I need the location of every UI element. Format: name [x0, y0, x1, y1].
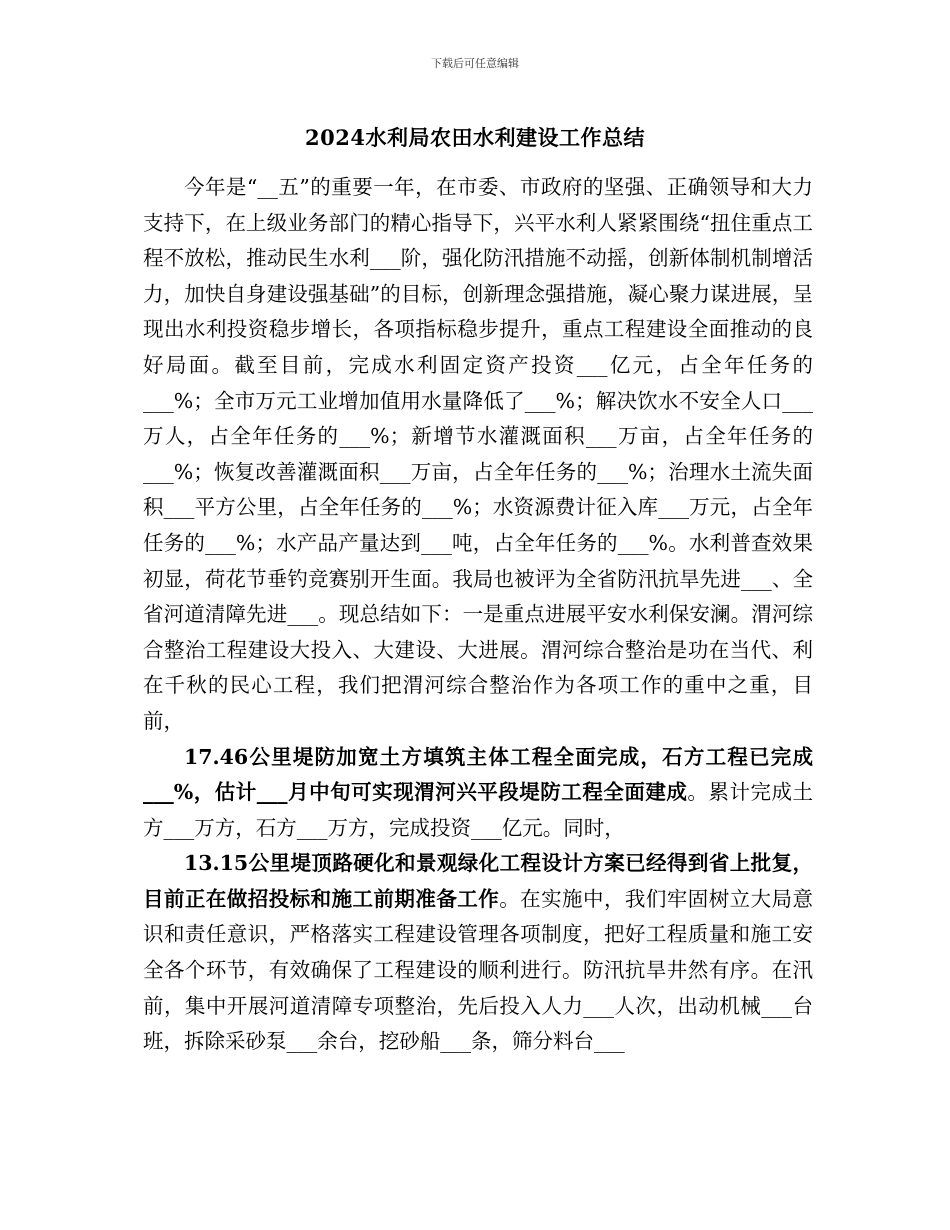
paragraph-embankment	[143, 740, 813, 847]
paragraph-embankment-bold: 17.46公里堤防加宽土方填筑主体工程全面完成，石方工程已完成___%，估计___月中旬可实现渭河兴平段堤防工程全面建成	[143, 744, 813, 805]
paragraph-road-bold: 13.15公里堤顶路硬化和景观绿化工程设计方案已经得到省上批复，目前正在做招投标和施工前期准备工作	[143, 851, 813, 911]
page-title: 2024水利局农田水利建设工作总结	[305, 125, 645, 150]
paragraph-road-text: 。在实施中，我们牢固树立大局意识和责任意识，严格落实工程建设管理各项制度，把好工程质量和施工安全各个环节，有效确保了工程建设的顺利进行。防汛抗旱井然有序。在汛前，集中开展河道清障专项整治，先后投入人力___人次，出动机械___台班，拆除采砂泵___余台，挖砂船___条，筛分料台___	[143, 886, 814, 1054]
paragraph-road	[143, 846, 813, 1060]
paragraph-embankment-text: 。累计完成土方___万方，石方___万方，完成投资___亿元。同时，	[143, 780, 813, 840]
document-body	[143, 170, 813, 1060]
paragraph-intro	[143, 170, 813, 740]
header-note: 下载后可任意编辑	[431, 57, 519, 70]
paragraph-intro-text: 今年是“__五”的重要一年，在市委、市政府的坚强、正确领导和大力支持下，在上级业务部门的精心指导下，兴平水利人紧紧围绕“扭住重点工程不放松，推动民生水利___阶，强化防汛措施不动摇，创新体制机制增活力，加快自身建设强基础”的目标，创新理念强措施，凝心聚力谋进展，呈现出水利投资稳步增长，各项指标稳步提升，重点工程建设全面推动的良好局面。截至目前，完成水利固定资产投资___亿元，占全年任务的___%；全市万元工业增加值用水量降低了___%；解决饮水不安全人口___万人，占全年任务的___%；新增节水灌溉面积___万亩，占全年任务的___%；恢复改善灌溉面积___万亩，占全年任务的___%；治理水土流失面积___平方公里，占全年任务的___%；水资源费计征入库___万元，占全年任务的___%；水产品产量达到___吨，占全年任务的___%。水利普查效果初显，荷花节垂钓竞赛别开生面。我局也被评为全省防汛抗旱先进___、全省河道清障先进___。现总结如下：一是重点进展平安水利保安澜。渭河综合整治工程建设大投入、大建设、大进展。渭河综合整治是功在当代、利在千秋的民心工程，我们把渭河综合整治作为各项工作的重中之重，目前，	[143, 175, 813, 733]
